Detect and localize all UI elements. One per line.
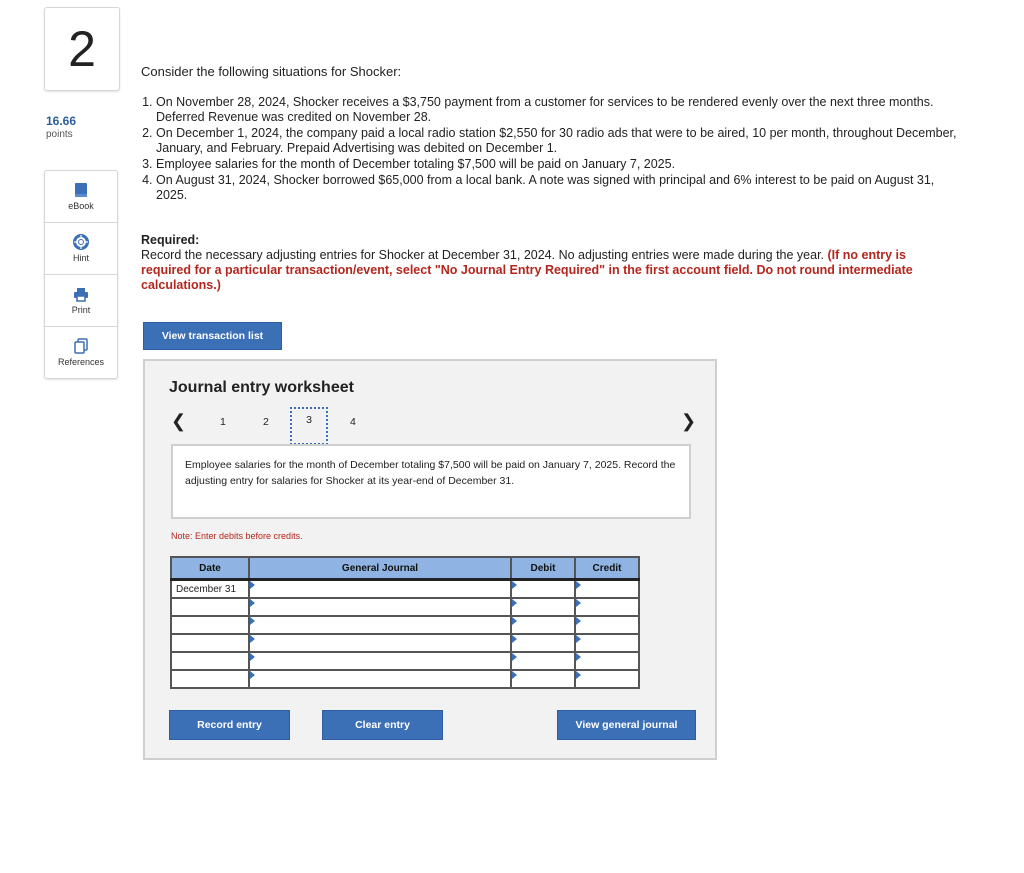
next-arrow-icon[interactable]: ❯	[681, 411, 697, 431]
journal-entry-worksheet	[143, 359, 717, 760]
date-column-header: Date	[171, 557, 249, 580]
credit-input[interactable]	[575, 670, 639, 688]
journal-header-row	[171, 557, 639, 580]
account-select[interactable]	[249, 616, 511, 634]
worksheet-title: Journal entry worksheet	[169, 379, 354, 396]
situation-item: 2. On December 1, 2024, the company paid a local radio station $2,550 for 30 radio ads that were to be aired, 10 per month, throughout December, January, and February. Prepaid Advertising was debited on December 1.	[156, 126, 966, 156]
dropdown-marker-icon	[250, 599, 255, 607]
journal-row	[171, 616, 639, 634]
copy-icon	[74, 338, 88, 354]
credit-input[interactable]	[575, 652, 639, 670]
input-marker-icon	[512, 635, 517, 643]
journal-row	[171, 652, 639, 670]
question-intro: Consider the following situations for Shocker:	[141, 64, 402, 79]
debit-input[interactable]	[511, 616, 575, 634]
print-button[interactable]	[45, 275, 117, 327]
situation-item: 4. On August 31, 2024, Shocker borrowed $65,000 from a local bank. A note was signed with principal and 6% interest to be paid on August 31, 2025.	[156, 173, 966, 203]
hint-label: Hint	[72, 253, 89, 263]
view-transaction-list-button[interactable]: View transaction list	[143, 322, 282, 350]
printer-icon	[73, 287, 89, 302]
dropdown-marker-icon	[250, 581, 255, 589]
references-button[interactable]	[45, 327, 117, 378]
dropdown-marker-icon	[250, 617, 255, 625]
debit-input[interactable]	[511, 580, 575, 599]
tab-2[interactable]: 2	[263, 416, 269, 428]
points-value: 16.66	[46, 114, 77, 128]
dropdown-marker-icon	[250, 653, 255, 661]
credit-input[interactable]	[575, 598, 639, 616]
debit-input[interactable]	[511, 670, 575, 688]
tab-3-active[interactable]: 3	[290, 407, 328, 445]
account-select[interactable]	[249, 634, 511, 652]
account-select[interactable]	[249, 598, 511, 616]
input-marker-icon	[512, 617, 517, 625]
date-cell	[171, 616, 249, 634]
account-select[interactable]	[249, 670, 511, 688]
credit-input[interactable]	[575, 634, 639, 652]
situations-list	[141, 95, 966, 204]
hint-button[interactable]	[45, 223, 117, 275]
previous-arrow-icon[interactable]: ❮	[171, 411, 187, 431]
account-select[interactable]	[249, 652, 511, 670]
journal-row	[171, 634, 639, 652]
debit-input[interactable]	[511, 598, 575, 616]
dropdown-marker-icon	[250, 635, 255, 643]
input-marker-icon	[512, 599, 517, 607]
date-cell	[171, 670, 249, 688]
journal-row	[171, 598, 639, 616]
debit-input[interactable]	[511, 652, 575, 670]
journal-row	[171, 670, 639, 688]
tool-panel	[44, 170, 118, 379]
points-label: points	[46, 129, 73, 140]
print-label: Print	[71, 304, 91, 315]
question-number: 2	[44, 7, 120, 91]
credit-input[interactable]	[575, 616, 639, 634]
input-marker-icon	[576, 581, 581, 589]
journal-table	[170, 556, 640, 689]
input-marker-icon	[576, 617, 581, 625]
ebook-button[interactable]	[45, 171, 117, 223]
input-marker-icon	[576, 599, 581, 607]
transaction-description: Employee salaries for the month of December totaling $7,500 will be paid on January 7, 2025. Record the adjusting entry for salaries for Shocker at its year-end of December 31.	[171, 444, 691, 519]
references-label: References	[57, 357, 105, 367]
credit-column-header: Credit	[575, 557, 639, 580]
situation-item: 1. On November 28, 2024, Shocker receives a $3,750 payment from a customer for services to be rendered evenly over the next three months. Deferred Revenue was credited on November 28.	[156, 95, 966, 125]
required-block	[141, 233, 941, 293]
dropdown-marker-icon	[250, 671, 255, 679]
ebook-label: eBook	[68, 201, 94, 211]
tab-4[interactable]: 4	[350, 416, 356, 428]
date-cell	[171, 652, 249, 670]
account-select[interactable]	[249, 580, 511, 599]
date-cell	[171, 598, 249, 616]
points-block	[46, 114, 76, 142]
input-marker-icon	[512, 581, 517, 589]
input-marker-icon	[576, 635, 581, 643]
journal-row	[171, 580, 639, 599]
tab-1[interactable]: 1	[220, 416, 226, 428]
input-marker-icon	[576, 653, 581, 661]
clear-entry-button[interactable]: Clear entry	[322, 710, 443, 740]
book-icon	[74, 182, 88, 198]
credit-input[interactable]	[575, 580, 639, 599]
record-entry-button[interactable]: Record entry	[169, 710, 290, 740]
general-journal-column-header: General Journal	[249, 557, 511, 580]
date-cell: December 31	[171, 580, 249, 599]
view-general-journal-button[interactable]: View general journal	[557, 710, 696, 740]
input-marker-icon	[512, 671, 517, 679]
required-text: Record the necessary adjusting entries for Shocker at December 31, 2024. No adjusting entries were made during the year.	[141, 248, 825, 262]
required-heading: Required:	[141, 233, 200, 247]
situation-item: 3. Employee salaries for the month of December totaling $7,500 will be paid on January 7, 2025.	[156, 157, 966, 172]
debit-column-header: Debit	[511, 557, 575, 580]
debit-input[interactable]	[511, 634, 575, 652]
input-marker-icon	[576, 671, 581, 679]
date-cell	[171, 634, 249, 652]
input-marker-icon	[512, 653, 517, 661]
required-instruction: (If no entry is required for a particular transaction/event, select "No Journal Entry Required" in the first account field. Do not round intermediate calculations.)	[141, 248, 913, 292]
debit-credit-note: Note: Enter debits before credits.	[171, 531, 303, 541]
lifebuoy-icon	[73, 234, 89, 250]
